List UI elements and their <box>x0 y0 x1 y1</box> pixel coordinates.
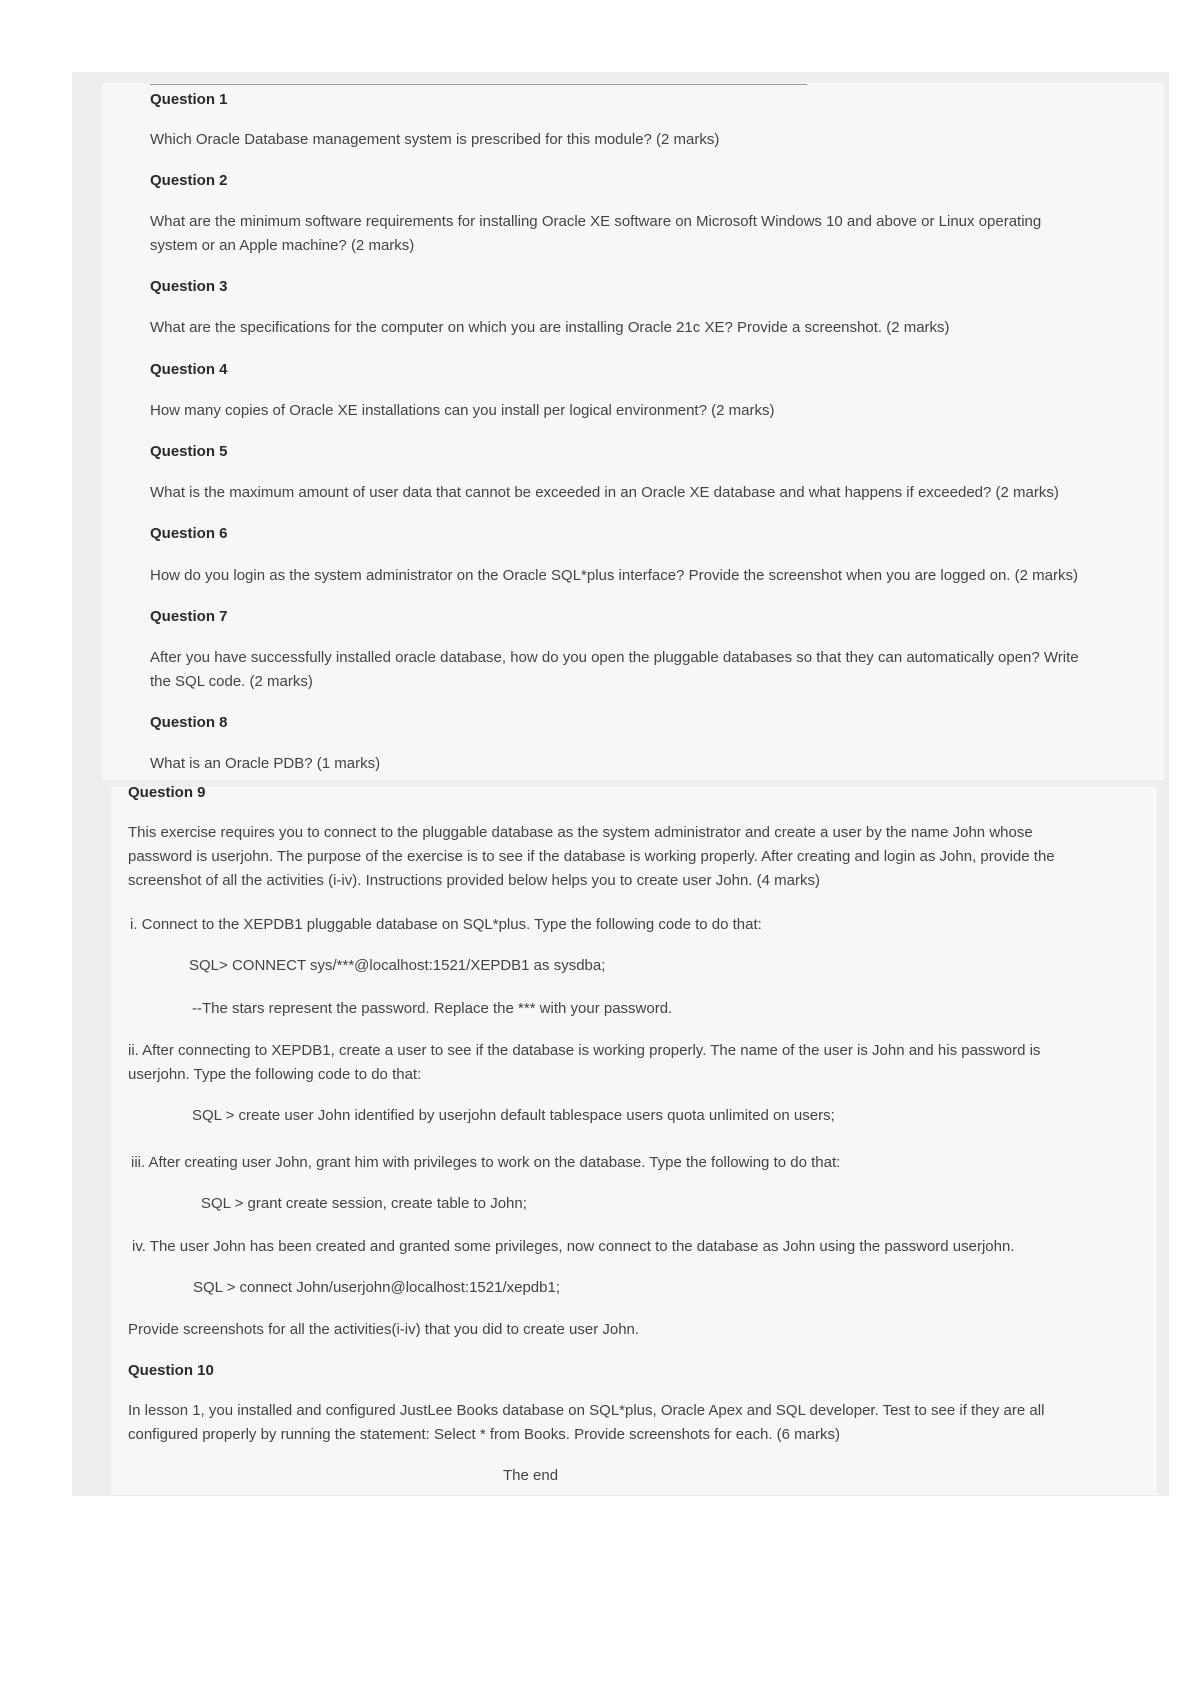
question-8-text: What is an Oracle PDB? (1 marks) <box>150 755 381 772</box>
step-i-code: SQL> CONNECT sys/***@localhost:1521/XEPDB1 as sysdba; <box>189 957 606 974</box>
question-7-text-line-1: After you have successfully installed oracle database, how do you open the pluggable databases so that they can automatically open? Write <box>150 649 1079 666</box>
question-10-heading: Question 10 <box>128 1362 214 1379</box>
questions-panel-9-10 <box>111 787 1157 1495</box>
question-9-intro-line-3: screenshot of all the activities (i-iv). Instructions provided below helps you to create user John. (4 marks) <box>128 872 820 889</box>
step-iv-code: SQL > connect John/userjohn@localhost:1521/xepdb1; <box>193 1279 561 1296</box>
question-9-intro-line-2: password is userjohn. The purpose of the exercise is to see if the database is working properly. After creating and login as John, provide the <box>128 848 1055 865</box>
question-10-text-line-2: configured properly by running the statement: Select * from Books. Provide screenshots for each. (6 marks) <box>128 1426 841 1443</box>
question-7-heading: Question 7 <box>150 608 228 625</box>
question-2-text-line-2: system or an Apple machine? (2 marks) <box>150 237 415 254</box>
question-9-intro-line-1: This exercise requires you to connect to the pluggable database as the system administrator and create a user by the name John whose <box>128 824 1033 841</box>
step-i-text: i. Connect to the XEPDB1 pluggable database on SQL*plus. Type the following code to do that: <box>130 916 762 933</box>
step-iii-code: SQL > grant create session, create table to John; <box>201 1195 527 1212</box>
question-5-heading: Question 5 <box>150 443 228 460</box>
question-8-heading: Question 8 <box>150 714 228 731</box>
question-1-heading: Question 1 <box>150 91 228 108</box>
question-9-closing: Provide screenshots for all the activities(i-iv) that you did to create user John. <box>128 1321 640 1338</box>
question-4-text: How many copies of Oracle XE installations can you install per logical environment? (2 marks) <box>150 402 775 419</box>
question-2-heading: Question 2 <box>150 172 228 189</box>
question-3-heading: Question 3 <box>150 278 228 295</box>
step-ii-text-line-1: ii. After connecting to XEPDB1, create a user to see if the database is working properly. The name of the user is John and his password is <box>128 1042 1041 1059</box>
step-ii-code: SQL > create user John identified by userjohn default tablespace users quota unlimited on users; <box>192 1107 835 1124</box>
question-5-text: What is the maximum amount of user data that cannot be exceeded in an Oracle XE database and what happens if exceeded? (2 marks) <box>150 484 1059 501</box>
question-7-text-line-2: the SQL code. (2 marks) <box>150 673 313 690</box>
end-text: The end <box>503 1467 559 1484</box>
question-6-text: How do you login as the system administrator on the Oracle SQL*plus interface? Provide the screenshot when you are logged on. (2 marks) <box>150 567 1078 584</box>
question-2-text-line-1: What are the minimum software requirements for installing Oracle XE software on Microsoft Windows 10 and above or Linux operating <box>150 213 1042 230</box>
question-4-heading: Question 4 <box>150 361 228 378</box>
divider <box>150 84 807 85</box>
question-6-heading: Question 6 <box>150 525 228 542</box>
question-3-text: What are the specifications for the computer on which you are installing Oracle 21c XE? Provide a screenshot. (2 marks) <box>150 319 950 336</box>
step-i-note: --The stars represent the password. Replace the *** with your password. <box>192 1000 673 1017</box>
step-iii-text: iii. After creating user John, grant him with privileges to work on the database. Type the following to do that: <box>131 1154 841 1171</box>
step-ii-text-line-2: userjohn. Type the following code to do that: <box>128 1066 422 1083</box>
question-9-heading: Question 9 <box>128 784 206 801</box>
step-iv-text: iv. The user John has been created and granted some privileges, now connect to the database as John using the password userjohn. <box>132 1238 1015 1255</box>
question-10-text-line-1: In lesson 1, you installed and configured JustLee Books database on SQL*plus, Oracle Apex and SQL developer. Test to see if they are all <box>128 1402 1045 1419</box>
question-1-text: Which Oracle Database management system is prescribed for this module? (2 marks) <box>150 131 720 148</box>
